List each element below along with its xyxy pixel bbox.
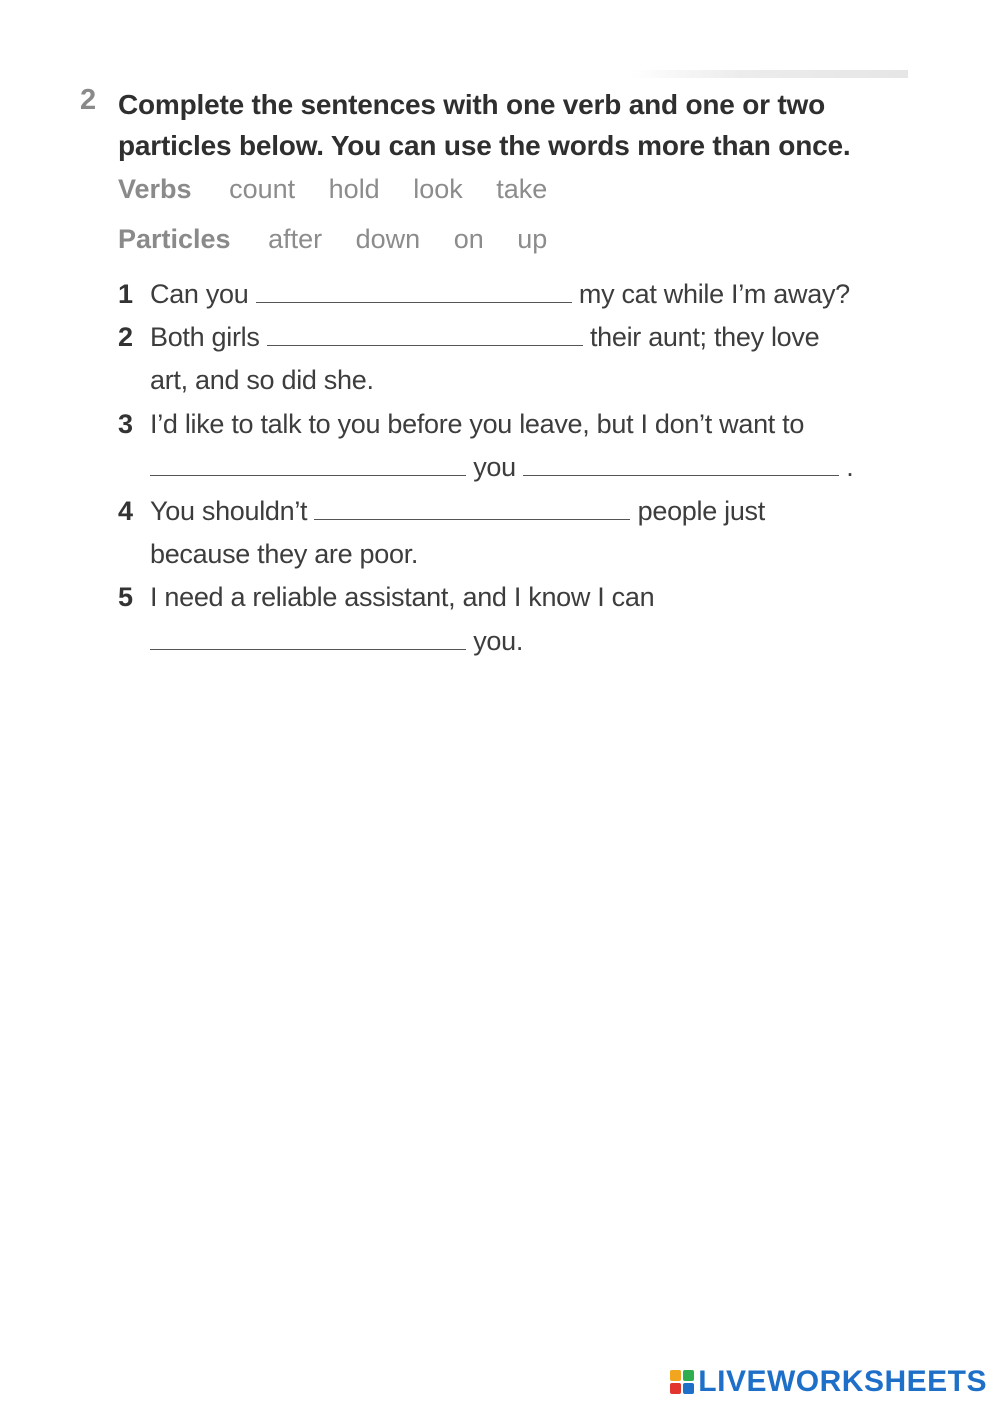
sentence-text: Both girls [150, 322, 260, 352]
particle-word: up [517, 224, 548, 254]
verb-word: hold [328, 174, 380, 204]
answer-blank[interactable] [314, 497, 630, 520]
verb-word: take [496, 174, 548, 204]
sentence-text: people just [637, 496, 765, 526]
sentence-line: I need a reliable assistant, and I know I can [150, 582, 655, 612]
verbs-word-box [118, 174, 573, 205]
sentence-text: their aunt; they love [589, 322, 820, 352]
sentence-text: my cat while I’m away? [578, 279, 850, 309]
verb-word: count [229, 174, 296, 204]
particle-word: on [453, 224, 484, 254]
sentence-line: art, and so did she. [150, 365, 374, 395]
answer-blank[interactable] [256, 280, 572, 303]
liveworksheets-logo-icon [670, 1370, 694, 1394]
verbs-label: Verbs [118, 174, 192, 204]
particle-word: after [268, 224, 323, 254]
sentence-line [150, 496, 765, 527]
answer-blank[interactable] [267, 323, 583, 346]
sentence-line [150, 626, 523, 657]
item-number: 1 [118, 279, 134, 309]
sentence-line [150, 279, 850, 310]
sentence-text: . [846, 452, 854, 482]
item-number: 2 [118, 322, 134, 352]
item-number: 4 [118, 496, 134, 526]
sentence-line [150, 322, 819, 353]
answer-blank[interactable] [150, 453, 466, 476]
sentence-text: Can you [150, 279, 249, 309]
sentence-text: You shouldn’t [150, 496, 308, 526]
verb-word: look [413, 174, 463, 204]
sentence-line [150, 452, 853, 483]
exercise-instruction: Complete the sentences with one verb and one or two particles below. You can use the words more than once. [118, 89, 851, 161]
particles-word-box [118, 224, 573, 255]
particle-word: down [355, 224, 421, 254]
particles-label: Particles [118, 224, 231, 254]
item-number: 3 [118, 409, 134, 439]
sentence-text: you [473, 452, 516, 482]
top-divider [630, 70, 908, 78]
answer-blank[interactable] [150, 627, 466, 650]
sentence-text: you. [473, 626, 524, 656]
sentence-line: because they are poor. [150, 539, 419, 569]
liveworksheets-logo [670, 1365, 987, 1399]
brand-text: LIVEWORKSHEETS [698, 1365, 987, 1398]
answer-blank[interactable] [523, 453, 839, 476]
item-number: 5 [118, 582, 134, 612]
exercise-number: 2 [80, 84, 97, 116]
sentence-line: I’d like to talk to you before you leave, but I don’t want to [150, 409, 805, 439]
